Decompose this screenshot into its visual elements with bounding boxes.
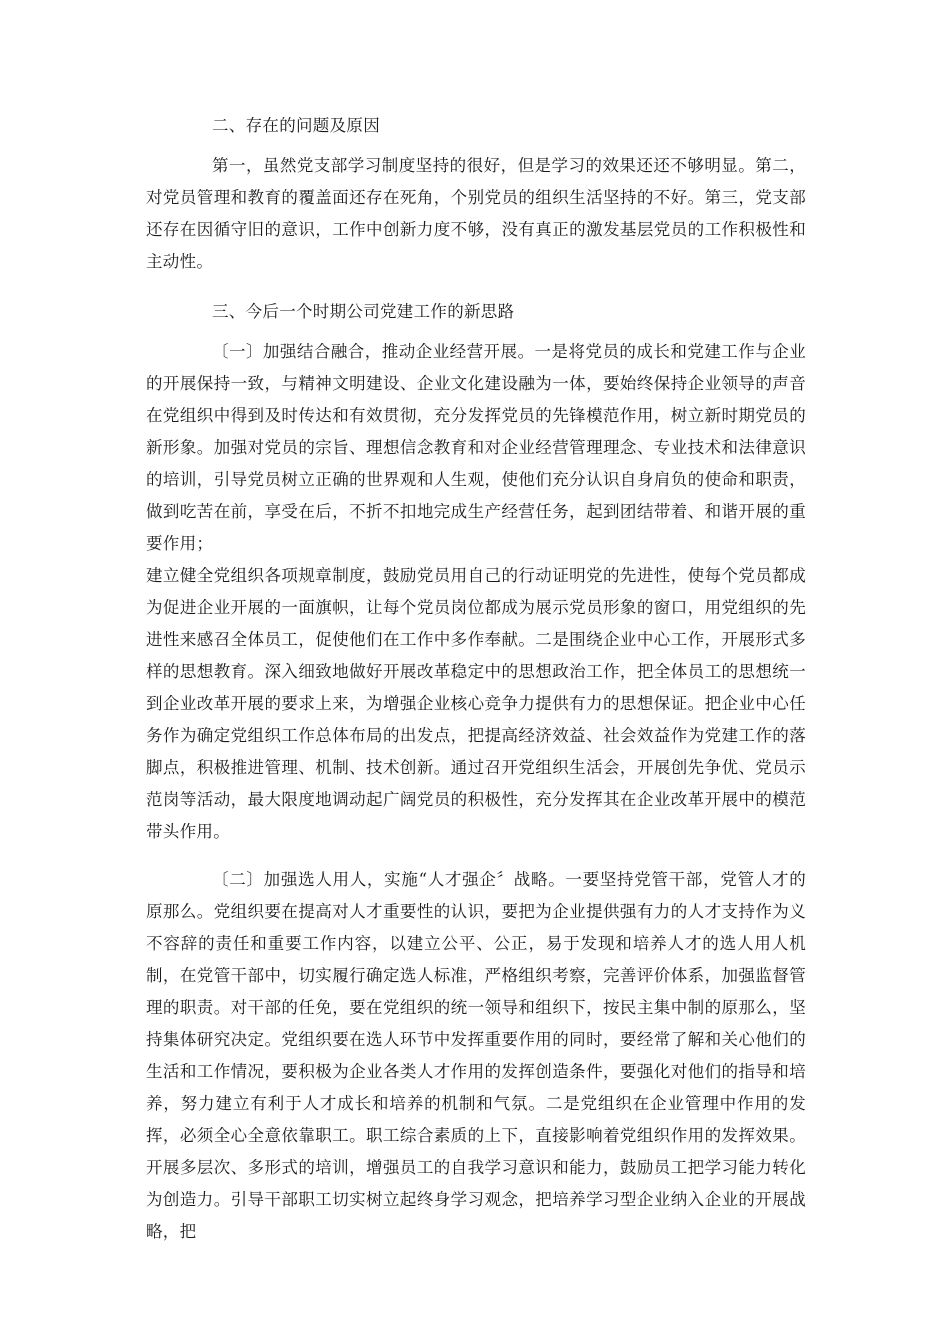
item-1-paragraph: 〔一〕加强结合融合，推动企业经营开展。一是将党员的成长和党建工作与企业的开展保持一致，与精神文明建设、企业文化建设融为一体，要始终保持企业领导的声音在党组织中得到及时传达和有效贯彻，充分发挥党员的先锋模范作用，树立新时期党员的新形象。加强对党员的宗旨、理想信念教育和对企业经营管理理念、专业技术和法律意识的培训，引导党员树立正确的世界观和人生观，使他们充分认识自身肩负的使命和职责，做到吃苦在前，享受在后，不折不扣地完成生产经营任务，起到团结带着、和谐开展的重要作用； xyxy=(146,342,806,553)
item-2-paragraph: 〔二〕加强选人用人，实施“人才强企〞战略。一要坚持党管干部，党管人才的原那么。党组织要在提高对人才重要性的认识，要把为企业提供强有力的人才支持作为义不容辞的责任和重要工作内容，以建立公平、公正，易于发现和培养人才的选人用人机制，在党管干部中，切实履行确定选人标准，严格组织考察，完善评价体系，加强监督管理的职责。对干部的任免，要在党组织的统一领导和组织下，按民主集中制的原那么，坚持集体研究决定。党组织要在选人环节中发挥重要作用的同时，要经常了解和关心他们的生活和工作情况，要积极为企业各类人才作用的发挥创造条件，要强化对他们的指导和培养，努力建立有利于人才成长和培养的机制和气氛。二是党组织在企业管理中作用的发挥，必须全心全意依靠职工。职工综合素质的上下，直接影响着党组织作用的发挥效果。开展多层次、多形式的培训，增强员工的自我学习意识和能力，鼓励员工把学习能力转化为创造力。引导干部职工切实树立起终身学习观念，把培养学习型企业纳入企业的开展战略，把 xyxy=(146,870,806,1241)
item-1-continuation: 建立健全党组织各项规章制度，鼓励党员用自己的行动证明党的先进性，使每个党员都成为促进企业开展的一面旗帜，让每个党员岗位都成为展示党员形象的窗口，用党组织的先进性来感召全体员工，促使他们在工作中多作奉献。二是围绕企业中心工作，开展形式多样的思想教育。深入细致地做好开展改革稳定中的思想政治工作，把全体员工的思想统一到企业改革开展的要求上来，为增强企业核心竞争力提供有力的思想保证。把企业中心任务作为确定党组织工作总体布局的出发点，把提高经济效益、社会效益作为党建工作的落脚点，积极推进管理、机制、技术创新。通过召开党组织生活会，开展创先争优、党员示范岗等活动，最大限度地调动起广阔党员的积极性，充分发挥其在企业改革开展中的模范带头作用。 xyxy=(146,566,806,841)
section-2-heading: 二、存在的问题及原因 xyxy=(212,116,380,135)
section-3-heading: 三、今后一个时期公司党建工作的新思路 xyxy=(212,302,515,321)
document-body xyxy=(146,110,806,1248)
section-2-paragraph: 第一，虽然党支部学习制度坚持的很好，但是学习的效果还还不够明显。第二，对党员管理和教育的覆盖面还存在死角，个别党员的组织生活坚持的不好。第三，党支部还存在因循守旧的意识，工作中创新力度不够，没有真正的激发基层党员的工作积极性和主动性。 xyxy=(146,156,806,271)
